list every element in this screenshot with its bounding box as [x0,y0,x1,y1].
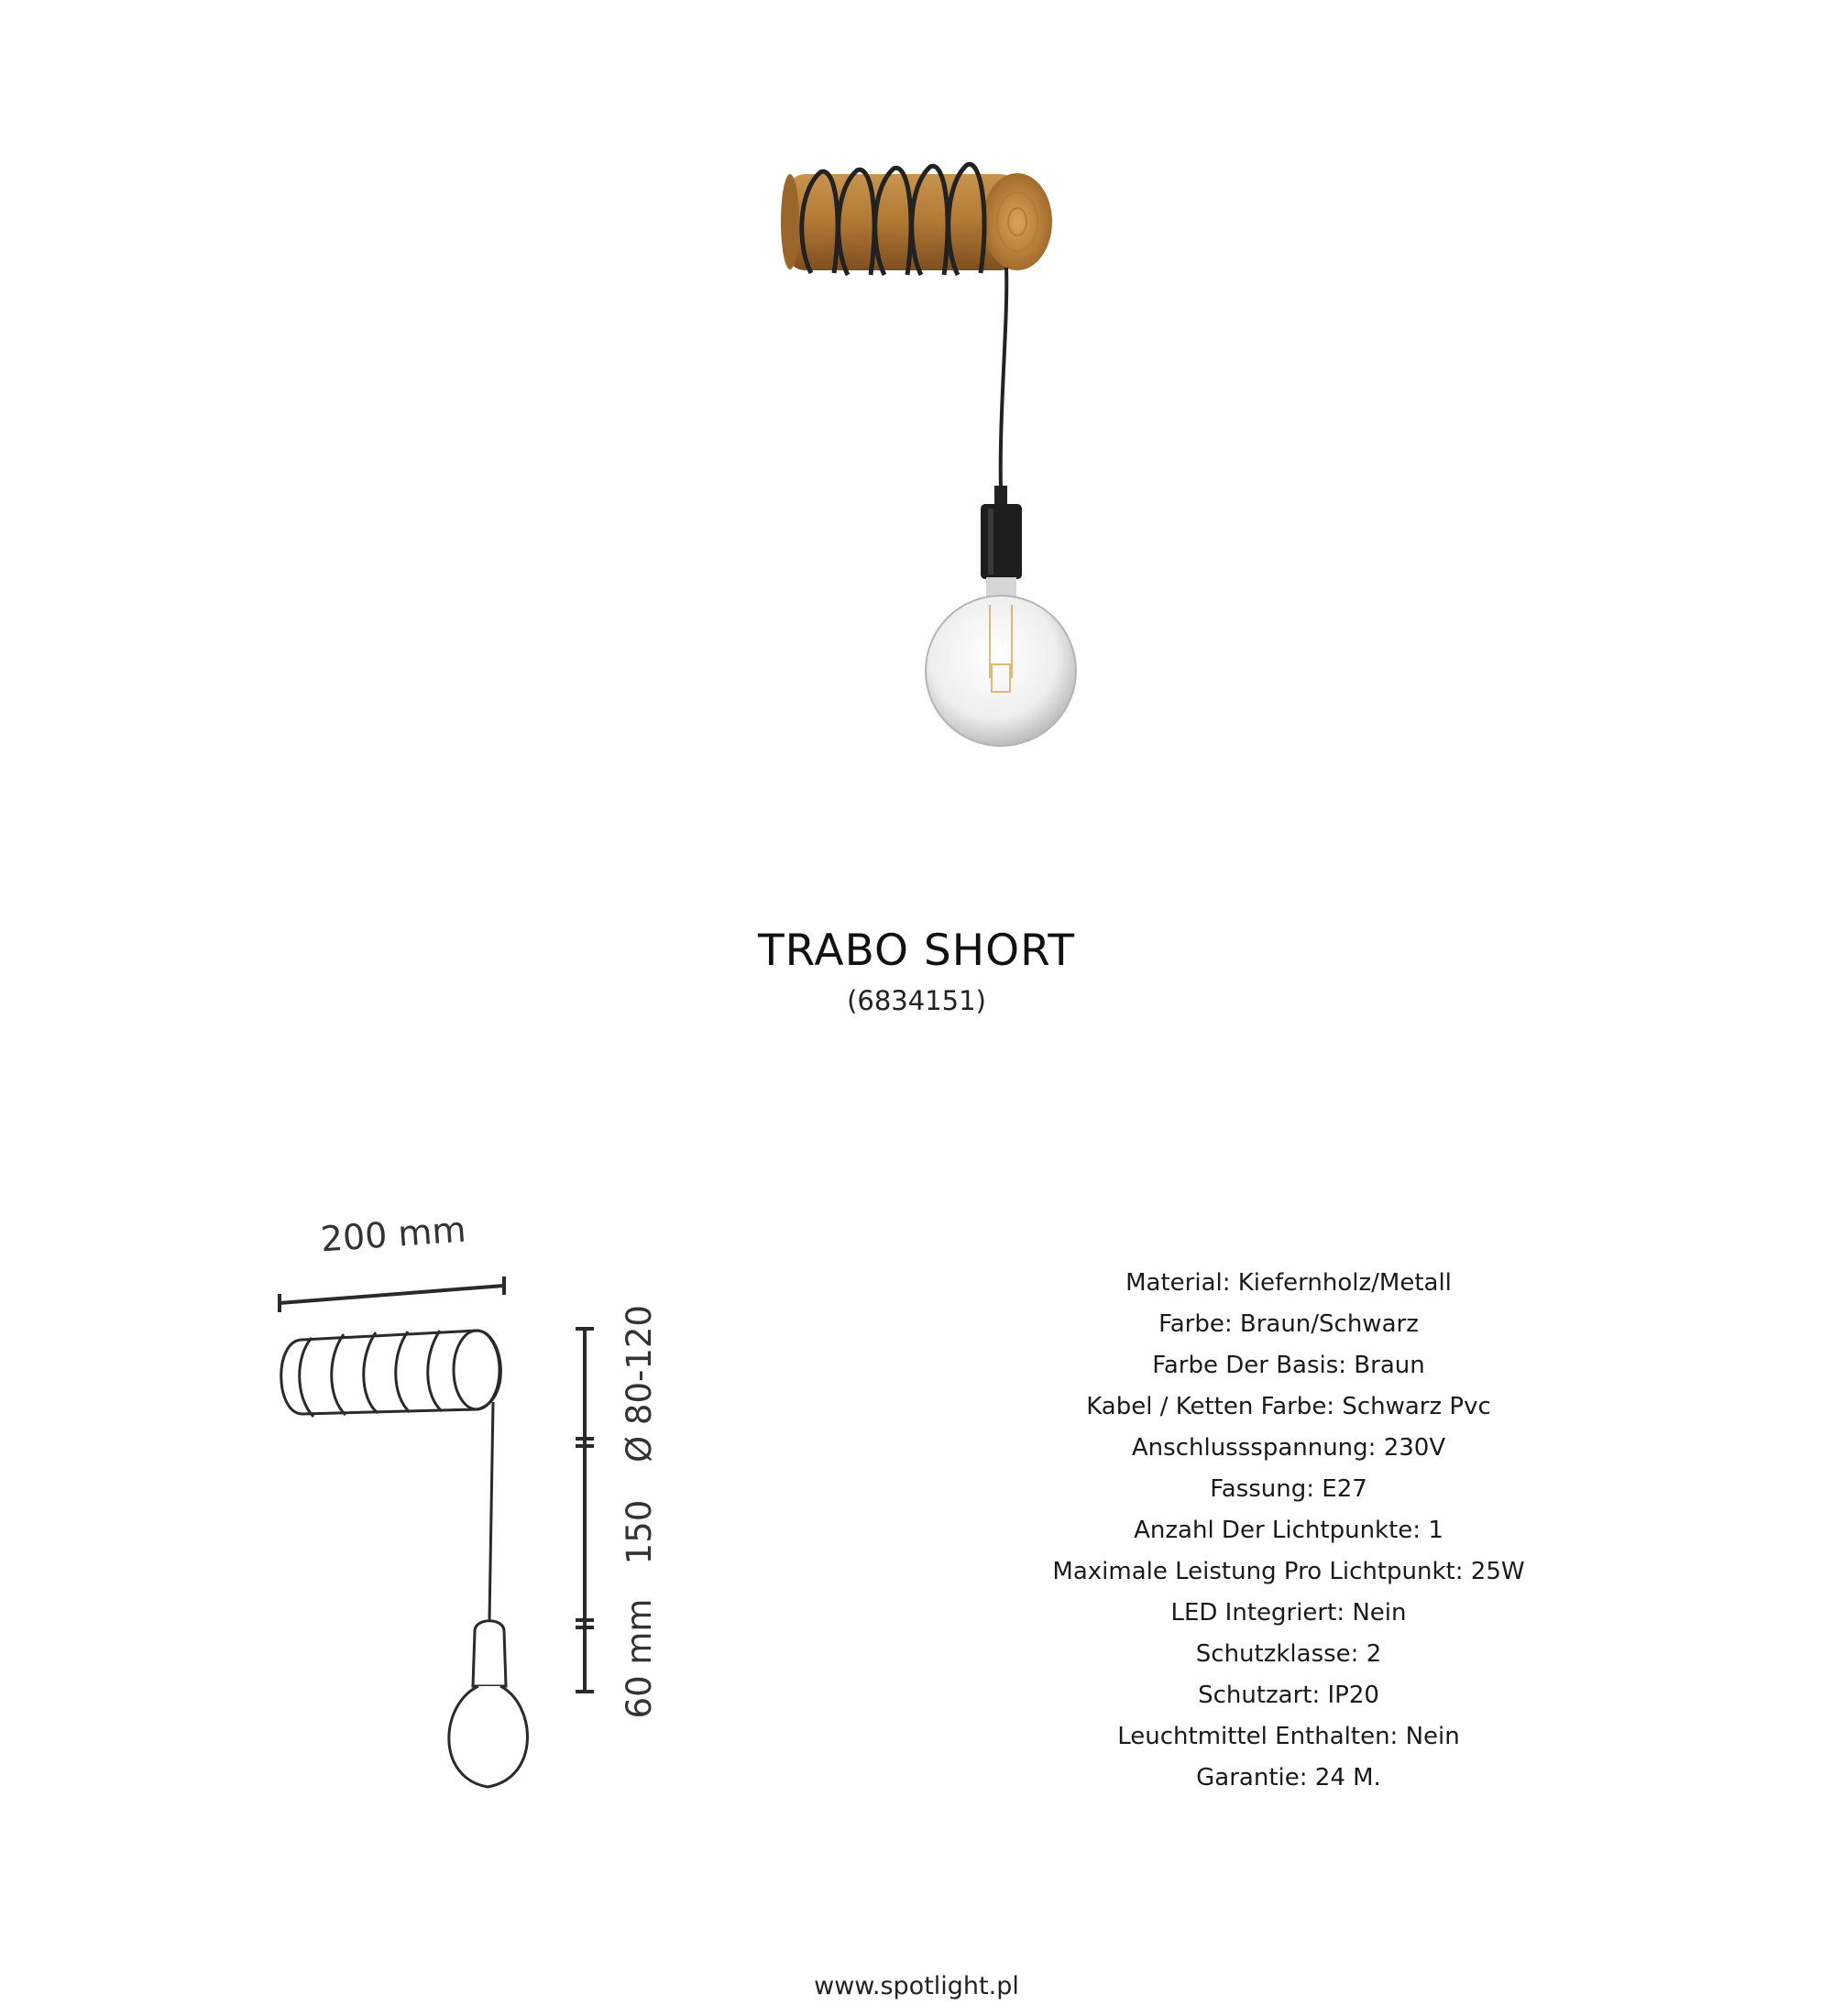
cable-bulb-outline [449,1402,528,1787]
website-link[interactable]: www.spotlight.pl [814,1972,1019,2000]
spec-item: Anschlussspannung: 230V [1131,1434,1446,1462]
spec-item: Leuchtmittel Enthalten: Nein [1117,1723,1460,1750]
product-photo [733,137,1100,779]
cable-length-label: 150 [620,1499,659,1565]
spec-item: Farbe: Braun/Schwarz [1158,1310,1419,1338]
hanging-cable [1001,268,1007,490]
diameter-label: Ø 80-120 [620,1305,659,1463]
spec-item: Kabel / Ketten Farbe: Schwarz Pvc [1086,1393,1491,1420]
spec-item: Anzahl Der Lichtpunkte: 1 [1134,1517,1443,1544]
spec-item: Schutzart: IP20 [1198,1682,1379,1709]
log-outline [281,1331,501,1417]
spec-item: Schutzklasse: 2 [1195,1640,1382,1668]
product-code: (6834151) [847,985,986,1016]
product-name: TRABO SHORT [757,926,1076,976]
technical-drawing [257,1200,678,1842]
spec-item: Material: Kiefernholz/Metall [1125,1269,1452,1297]
lamp-socket [981,486,1022,579]
spec-item: Maximale Leistung Pro Lichtpunkt: 25W [1052,1558,1525,1585]
light-bulb [926,577,1076,746]
specifications-list [1014,1263,1564,1799]
width-dimension-label: 200 mm [319,1209,467,1260]
spec-item: Garantie: 24 M. [1196,1764,1381,1791]
width-dimension [280,1210,504,1312]
socket-length-label: 60 mm [620,1598,659,1719]
spec-item: Fassung: E27 [1210,1475,1367,1503]
spec-item: LED Integriert: Nein [1170,1599,1407,1627]
height-dimensions [576,1329,594,1692]
spec-item: Farbe Der Basis: Braun [1152,1352,1425,1379]
product-title-block [0,926,1833,1016]
